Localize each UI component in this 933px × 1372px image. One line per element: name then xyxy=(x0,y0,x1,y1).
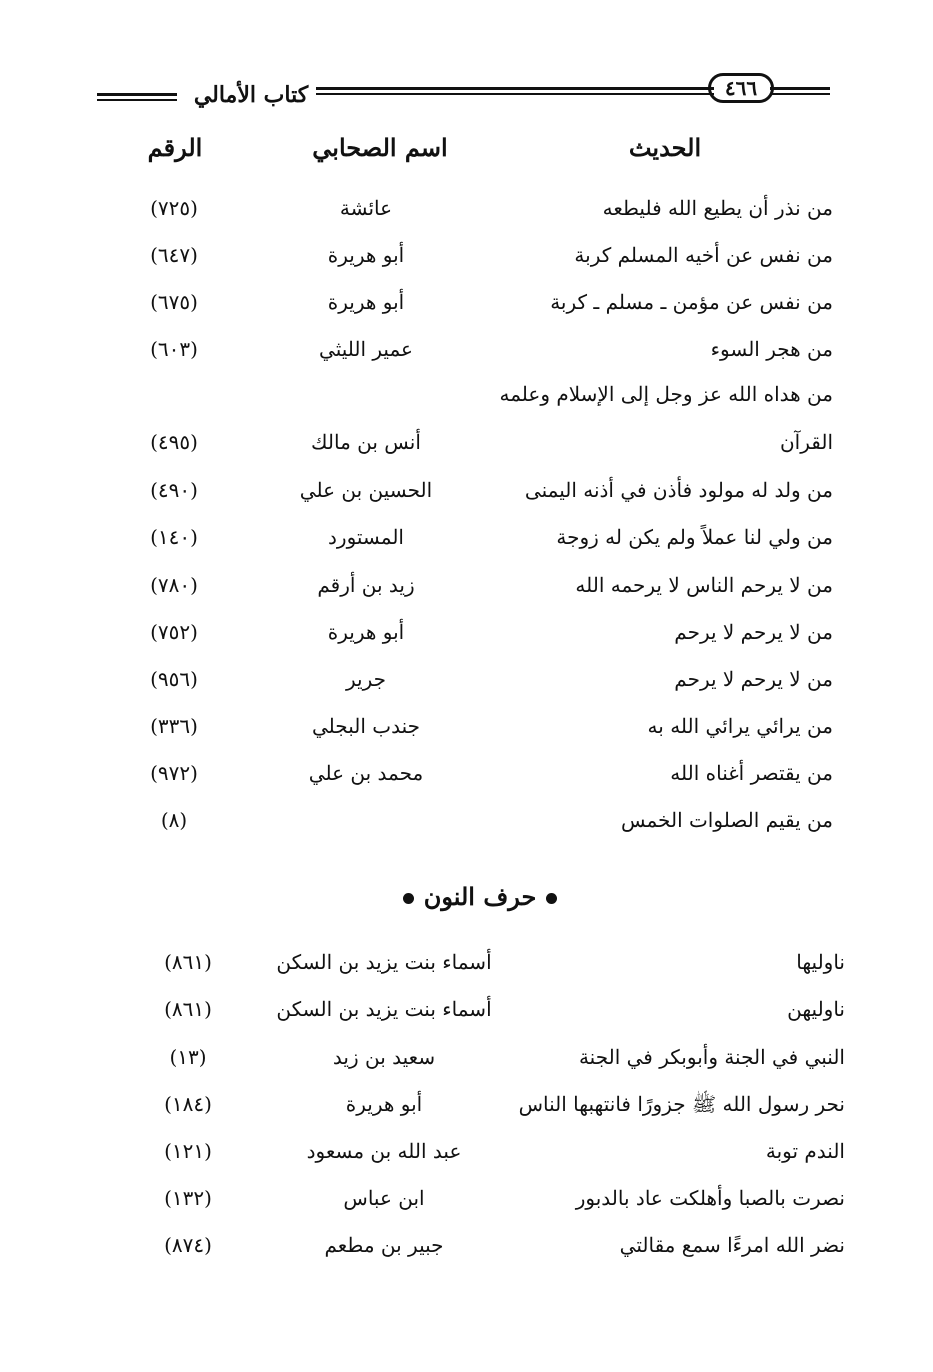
sahabi-name: عمير الليثي xyxy=(319,337,413,361)
sahabi-name: محمد بن علي xyxy=(308,761,424,785)
sahabi-name: الحسين بن علي xyxy=(299,478,433,502)
table-row xyxy=(0,1186,933,1226)
table-row xyxy=(0,667,933,707)
hadith-text: من يرائي يرائي الله به xyxy=(647,714,833,738)
hadith-text: من لا يرحم لا يرحم xyxy=(674,667,833,691)
sahabi-name: أنس بن مالك xyxy=(311,430,421,454)
column-heading-hadith: الحديث xyxy=(628,133,702,162)
hadith-text: من يقتصر أغناه الله xyxy=(670,761,833,785)
sahabi-name: أسماء بنت يزيد بن السكن xyxy=(276,997,492,1021)
hadith-text: من يقيم الصلوات الخمس xyxy=(621,808,833,832)
table-row xyxy=(0,1045,933,1085)
hadith-number: (٦٧٥) xyxy=(150,290,198,314)
sahabi-name: أبو هريرة xyxy=(345,1092,423,1116)
hadith-number: (١٣٢) xyxy=(164,1186,212,1210)
hadith-number: (٦٠٣) xyxy=(150,337,198,361)
bullet-icon xyxy=(403,893,414,904)
table-row xyxy=(0,714,933,754)
hadith-text: من لا يرحم الناس لا يرحمه الله xyxy=(575,573,833,597)
table-row xyxy=(0,1139,933,1179)
sahabi-name: جندب البجلي xyxy=(312,714,420,738)
sahabi-name: سعيد بن زيد xyxy=(332,1045,436,1069)
sahabi-name: عبد الله بن مسعود xyxy=(306,1139,462,1163)
sahabi-name: جبير بن مطعم xyxy=(324,1233,444,1257)
hadith-text: من لا يرحم لا يرحم xyxy=(674,620,833,644)
table-row xyxy=(0,950,933,990)
hadith-text: من نذر أن يطيع الله فليطعه xyxy=(602,196,833,220)
hadith-text: النبي في الجنة وأبوبكر في الجنة xyxy=(578,1045,845,1069)
bullet-icon xyxy=(546,893,557,904)
hadith-number: (٩٧٢) xyxy=(150,761,198,785)
hadith-number: (١٣) xyxy=(169,1045,207,1069)
sahabi-name: المستورد xyxy=(328,525,404,549)
hadith-text: من نفس عن مؤمن ـ مسلم ـ كربة xyxy=(550,290,833,314)
sahabi-name: ابن عباس xyxy=(343,1186,425,1210)
table-row xyxy=(0,196,933,236)
sahabi-name: أبو هريرة xyxy=(327,620,405,644)
table-row xyxy=(0,761,933,801)
table-row xyxy=(0,478,933,518)
hadith-number: (٧٢٥) xyxy=(150,196,198,220)
column-heading-sahabi: اسم الصحابي xyxy=(312,133,448,162)
hadith-number: (٨) xyxy=(160,808,188,832)
hadith-text: نضر الله امرءًا سمع مقالتي xyxy=(619,1233,845,1257)
hadith-text: من ولد له مولود فأذن في أذنه اليمنى xyxy=(524,478,833,502)
hadith-number: (٣٣٦) xyxy=(150,714,198,738)
hadith-number: (٧٨٠) xyxy=(150,573,198,597)
hadith-number: (٦٤٧) xyxy=(150,243,198,267)
section-heading-noon xyxy=(380,882,580,911)
table-row xyxy=(0,1092,933,1132)
hadith-number: (٧٥٢) xyxy=(150,620,198,644)
hadith-number: (٤٩٥) xyxy=(150,430,198,454)
sahabi-name: جرير xyxy=(346,667,386,691)
book-title: كتاب الأمالي xyxy=(193,82,309,108)
hadith-text: القرآن xyxy=(779,430,833,454)
hadith-text: نحر رسول الله ﷺ جزورًا فانتهبها الناس xyxy=(518,1092,845,1116)
table-row xyxy=(0,337,933,377)
hadith-number: (٩٥٦) xyxy=(150,667,198,691)
table-row xyxy=(0,430,933,470)
header-rule-edge xyxy=(770,87,830,95)
table-row xyxy=(0,1233,933,1273)
sahabi-name: عائشة xyxy=(339,196,393,220)
page-number: ٤٦٦ xyxy=(708,73,774,103)
table-row xyxy=(0,573,933,613)
hadith-text: من هجر السوء xyxy=(710,337,833,361)
hadith-number: (١٢١) xyxy=(164,1139,212,1163)
sahabi-name: زيد بن أرقم xyxy=(317,573,415,597)
table-row xyxy=(0,620,933,660)
header-rule-right xyxy=(316,87,714,95)
sahabi-name: أبو هريرة xyxy=(327,290,405,314)
hadith-number: (٨٧٤) xyxy=(164,1233,212,1257)
table-row xyxy=(0,808,933,848)
table-row xyxy=(0,243,933,283)
hadith-number: (٨٦١) xyxy=(164,950,212,974)
sahabi-name: أسماء بنت يزيد بن السكن xyxy=(276,950,492,974)
hadith-text: من هداه الله عز وجل إلى الإسلام وعلمه xyxy=(499,382,833,406)
table-row xyxy=(0,290,933,330)
hadith-text: من نفس عن أخيه المسلم كربة xyxy=(574,243,833,267)
hadith-text: ناوليهن xyxy=(787,997,845,1021)
table-row xyxy=(0,382,933,422)
hadith-text: من ولي لنا عملاً ولم يكن له زوجة xyxy=(556,525,833,549)
table-row xyxy=(0,525,933,565)
hadith-number: (٨٦١) xyxy=(164,997,212,1021)
hadith-text: نصرت بالصبا وأهلكت عاد بالدبور xyxy=(575,1186,845,1210)
hadith-number: (٤٩٠) xyxy=(150,478,198,502)
hadith-text: الندم توبة xyxy=(765,1139,845,1163)
hadith-number: (١٤٠) xyxy=(150,525,198,549)
column-heading-number: الرقم xyxy=(147,133,203,162)
table-row xyxy=(0,997,933,1037)
header-rule-left xyxy=(97,93,177,101)
hadith-number: (١٨٤) xyxy=(164,1092,212,1116)
section-title: حرف النون xyxy=(423,882,537,911)
sahabi-name: أبو هريرة xyxy=(327,243,405,267)
hadith-text: ناوليها xyxy=(796,950,845,974)
